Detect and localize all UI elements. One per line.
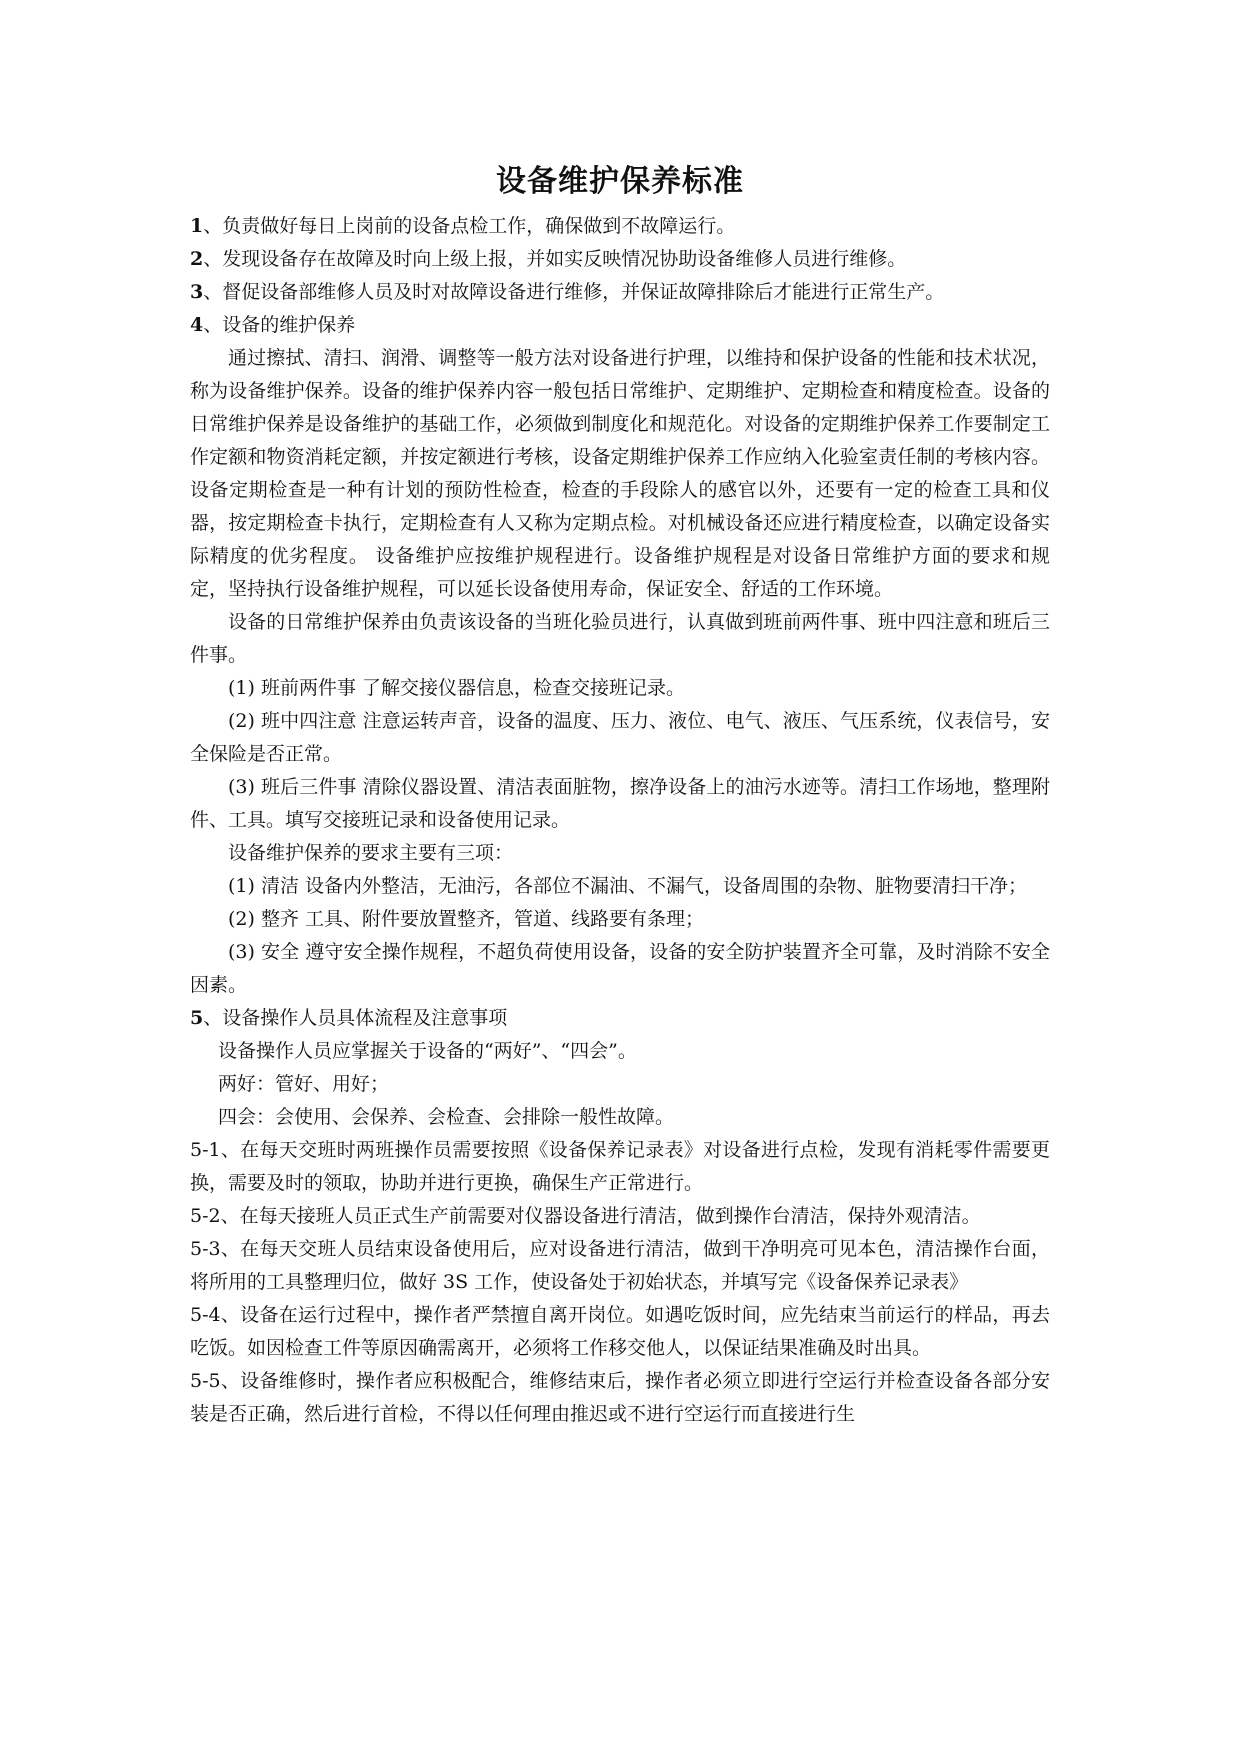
- paragraph: 设备的日常维护保养由负责该设备的当班化验员进行，认真做到班前两件事、班中四注意和班后三件事。: [190, 611, 1050, 666]
- section-number: 2: [190, 248, 204, 270]
- list-item: (2) 整齐 工具、附件要放置整齐，管道、线路要有条理；: [228, 908, 704, 930]
- list-item: (1) 清洁 设备内外整洁，无油污，各部位不漏油、不漏气，设备周围的杂物、脏物要清扫干净；: [228, 875, 1027, 897]
- subsection-5-5: 5-5、设备维修时，操作者应积极配合，维修结束后，操作者必须立即进行空运行并检查设备各部分安装是否正确，然后进行首检，不得以任何理由推迟或不进行空运行而直接进行生: [190, 1370, 1050, 1425]
- paragraph: 设备操作人员应掌握关于设备的“两好”、“四会”。: [218, 1040, 637, 1062]
- subsection-5-2: 5-2、在每天接班人员正式生产前需要对仪器设备进行清洁，做到操作台清洁，保持外观清洁。: [190, 1205, 981, 1227]
- document-body: [190, 160, 1050, 1431]
- section-text: 、负责做好每日上岗前的设备点检工作，确保做到不故障运行。: [203, 215, 736, 237]
- section-number: 3: [190, 281, 204, 303]
- section-5: [190, 1002, 1050, 1035]
- paragraph: 设备维护保养的要求主要有三项：: [228, 842, 514, 864]
- list-item: (2) 班中四注意 注意运转声音，设备的温度、压力、液位、电气、液压、气压系统，仪表信号，安全保险是否正常。: [190, 710, 1050, 765]
- list-item: (3) 班后三件事 清除仪器设置、清洁表面脏物，擦净设备上的油污水迹等。清扫工作场地，整理附件、工具。填写交接班记录和设备使用记录。: [190, 776, 1050, 831]
- subsection-5-4: 5-4、设备在运行过程中，操作者严禁擅自离开岗位。如遇吃饭时间，应先结束当前运行的样品，再去吃饭。如因检查工件等原因确需离开，必须将工作移交他人，以保证结果准确及时出具。: [190, 1304, 1050, 1359]
- section-2: [190, 243, 1050, 276]
- paragraph: 通过擦拭、清扫、润滑、调整等一般方法对设备进行护理，以维持和保护设备的性能和技术状况，称为设备维护保养。设备的维护保养内容一般包括日常维护、定期维护、定期检查和精度检查。设备的日常维护保养是设备维护的基础工作，必须做到制度化和规范化。对设备的定期维护保养工作要制定工作定额和物资消耗定额，并按定额进行考核，设备定期维护保养工作应纳入化验室责任制的考核内容。设备定期检查是一种有计划的预防性检查，检查的手段除人的感官以外，还要有一定的检查工具和仪器，按定期检查卡执行，定期检查有人又称为定期点检。对机械设备还应进行精度检查，以确定设备实际精度的优劣程度。 设备维护应按维护规程进行。设备维护规程是对设备日常维护方面的要求和规定，坚持执行设备维护规程，可以延长设备使用寿命，保证安全、舒适的工作环境。: [190, 347, 1050, 600]
- section-text: 、设备操作人员具体流程及注意事项: [203, 1007, 508, 1029]
- list-item: (1) 班前两件事 了解交接仪器信息，检查交接班记录。: [228, 677, 685, 699]
- page-title: 设备维护保养标准: [496, 164, 744, 199]
- section-text: 、督促设备部维修人员及时对故障设备进行维修，并保证故障排除后才能进行正常生产。: [203, 281, 945, 303]
- section-number: 5: [190, 1007, 204, 1029]
- section-1: [190, 210, 1050, 243]
- subsection-5-3: 5-3、在每天交班人员结束设备使用后，应对设备进行清洁，做到干净明亮可见本色，清洁操作台面，将所用的工具整理归位，做好 3S 工作，使设备处于初始状态，并填写完《设备保养记录表》: [190, 1238, 1050, 1293]
- section-number: 1: [190, 215, 204, 237]
- subsection-5-1: 5-1、在每天交班时两班操作员需要按照《设备保养记录表》对设备进行点检，发现有消耗零件需要更换，需要及时的领取，协助并进行更换，确保生产正常进行。: [190, 1139, 1050, 1194]
- section-text: 、设备的维护保养: [203, 314, 356, 336]
- section-text: 、发现设备存在故障及时向上级上报，并如实反映情况协助设备维修人员进行维修。: [203, 248, 907, 270]
- section-4: [190, 309, 1050, 342]
- section-3: [190, 276, 1050, 309]
- paragraph: 两好：管好、用好；: [218, 1073, 390, 1095]
- list-item: (3) 安全 遵守安全操作规程，不超负荷使用设备，设备的安全防护装置齐全可靠，及时消除不安全因素。: [190, 941, 1050, 996]
- section-number: 4: [190, 314, 204, 336]
- paragraph: 四会：会使用、会保养、会检查、会排除一般性故障。: [218, 1106, 675, 1128]
